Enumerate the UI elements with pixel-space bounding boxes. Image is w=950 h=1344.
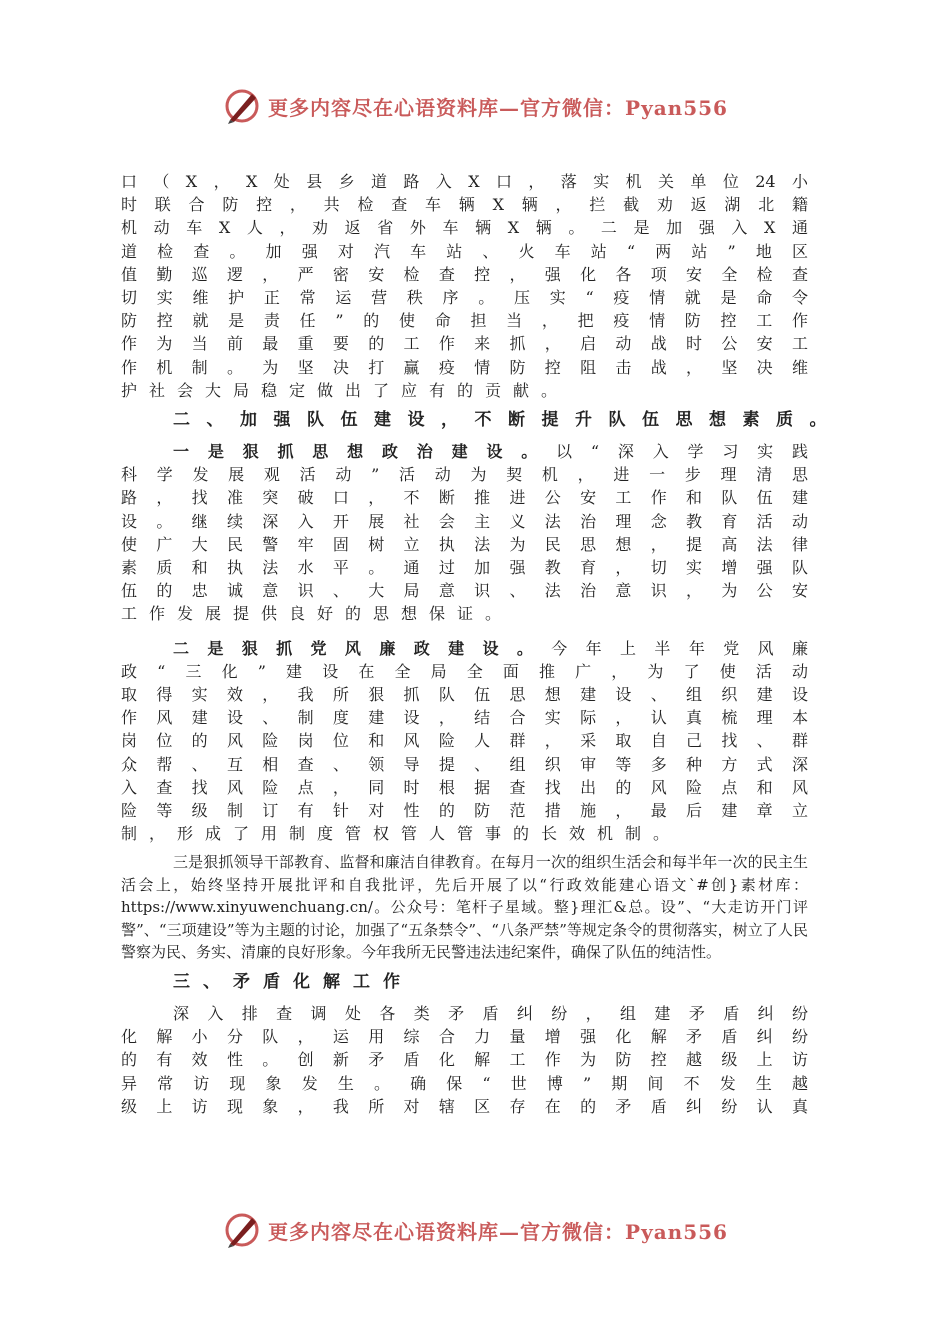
- paragraph-1: [121, 170, 808, 402]
- text-line: 口（X，X处县乡道路入X口，落实机关单位24小: [121, 172, 808, 191]
- watermark-text: 更多内容尽在心语资料库—官方微信：Pyan556: [268, 1219, 728, 1244]
- text-line: 岗位的风险岗位和风险人群，采取自己找、群: [121, 731, 808, 751]
- paragraph-lead: 二是狠抓党风廉政建设。: [173, 638, 552, 658]
- text-line: 工作发展提供良好的思想保证。: [121, 604, 514, 624]
- text-line: 值勤巡逻，严密安检查控，强化各项安全检查: [121, 264, 808, 284]
- section-heading-2: 二、加强队伍建设，不断提升队伍思想素质。: [173, 410, 843, 431]
- text-line-first: 深入排查调处各类矛盾纠纷，组建矛盾纠纷: [173, 1003, 808, 1023]
- text-line: 道检查。加强对汽车站、火车站“两站”地区: [121, 241, 808, 261]
- text-line: 防控就是责任”的使命担当，把疫情防控工作: [121, 311, 808, 331]
- text-line: 取得实效，我所狠抓队伍思想建设、组织建设: [121, 685, 808, 705]
- paragraph-5: [121, 1002, 808, 1118]
- text-line: 科学发展观活动”活动为契机，进一步理清思: [121, 465, 808, 485]
- text-line: 机动车X人，劝返省外车辆X辆。二是加强入X通: [121, 218, 808, 238]
- text-line: 使广大民警牢固树立执法为民思想，提高法律: [121, 534, 808, 554]
- text-line: 异常访现象发生。确保“世博”期间不发生越: [121, 1073, 808, 1093]
- text-line: 作风建设、制度建设，结合实际，认真梳理本: [121, 708, 808, 728]
- text-line: 化解小分队，运用综合力量增强化解矛盾纠纷: [121, 1027, 808, 1047]
- paragraph-lead-rest: 今年上半年党风廉: [551, 638, 808, 658]
- pen-logo-icon: [222, 1210, 262, 1250]
- watermark-text: 更多内容尽在心语资料库—官方微信：Pyan556: [268, 95, 728, 120]
- pen-logo-icon: [222, 86, 262, 126]
- paragraph-4: 三是狠抓领导干部教育、监督和廉洁自律教育。在每月一次的组织生活会和每半年一次的民主生活会上，始终坚持开展批评和自我批评，先后开展了以“行政效能建心语文`#创}素材库：https://www.xinyuwenchuang.cn/。公众号：笔杆子星域。整}理汇&总。设”、“大走访开门评警”、“三项建设”等为主题的讨论，加强了“五条禁令”、“八条严禁”等规定条令的贯彻落实，树立了人民警察为民、务实、清廉的良好形象。今年我所无民警违法违纪案件，确保了队伍的纯洁性。: [121, 853, 808, 962]
- paragraph-2: [121, 440, 808, 626]
- text-line: 切实维护正常运营秩序。压实“疫情就是命令: [121, 288, 808, 308]
- text-line: 伍的忠诚意识、大局意识、法治意识，为公安: [121, 581, 808, 601]
- paragraph-lead: 一是狠抓思想政治建设。: [173, 442, 557, 462]
- watermark-banner-bottom: [0, 1208, 950, 1252]
- text-line: 时联合防控，共检查车辆X辆，拦截劝返湖北籍: [121, 195, 808, 215]
- paragraph-lead-rest: 以“深入学习实践: [556, 442, 808, 462]
- paragraph-3: [121, 637, 808, 846]
- text-line: 作机制。为坚决打赢疫情防控阻击战，坚决维: [121, 357, 808, 377]
- text-line: 素质和执法水平。通过加强教育，切实增强队: [121, 558, 808, 578]
- text-line-first: [121, 637, 808, 660]
- watermark-banner-top: [0, 84, 950, 128]
- section-heading-3: 三、矛盾化解工作: [173, 971, 413, 992]
- text-line-first: [121, 440, 808, 463]
- text-line: 众帮、互相查、领导提、组织审等多种方式深: [121, 754, 808, 774]
- text-line: 制，形成了用制度管权管人管事的长效机制。: [121, 824, 682, 844]
- text-line: 险等级制订有针对性的防范措施，最后建章立: [121, 801, 808, 821]
- text-line: 作为当前最重要的工作来抓，启动战时公安工: [121, 334, 808, 354]
- text-line: 入查找风险点，同时根据查找出的风险点和风: [121, 777, 808, 797]
- text-line: 路，找准突破口，不断推进公安工作和队伍建: [121, 488, 808, 508]
- text-line: 级上访现象，我所对辖区存在的矛盾纠纷认真: [121, 1096, 808, 1116]
- document-body: [121, 170, 843, 1118]
- text-line: 护社会大局稳定做出了应有的贡献。: [121, 380, 570, 400]
- text-line: 设。继续深入开展社会主义法治理念教育活动: [121, 511, 808, 531]
- text-line: 的有效性。创新矛盾化解工作为防控越级上访: [121, 1050, 808, 1070]
- text-line: 政“三化”建设在全局全面推广，为了使活动: [121, 661, 808, 681]
